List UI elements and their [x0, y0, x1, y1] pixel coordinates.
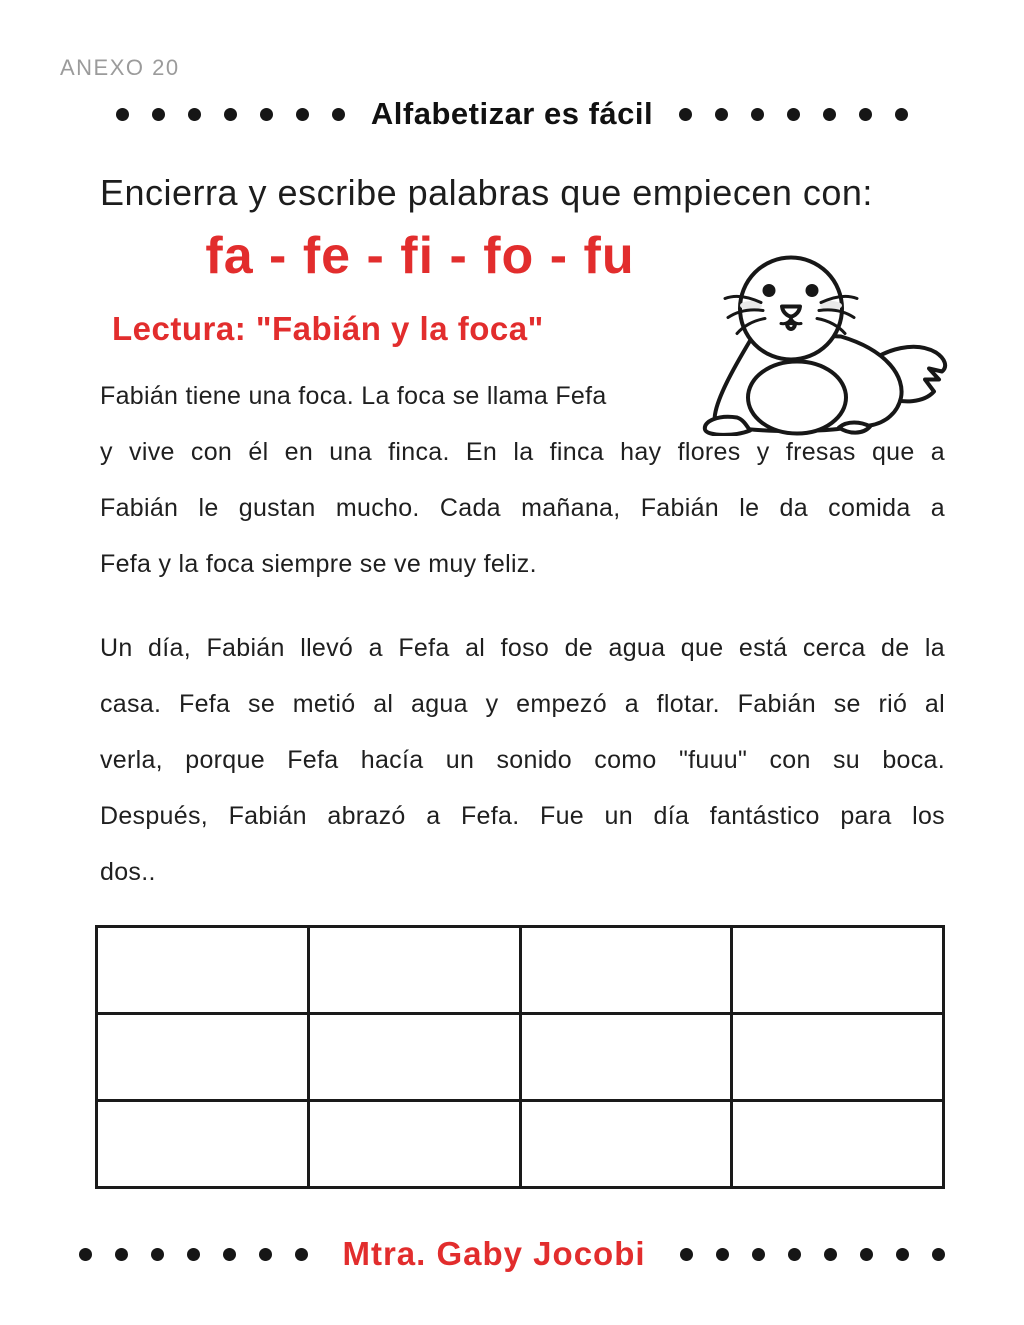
dot: [680, 1248, 693, 1261]
dot: [787, 108, 800, 121]
story-paragraph-2: [100, 620, 945, 900]
dot: [752, 1248, 765, 1261]
instruction-prompt: Encierra y escribe palabras que empiecen con:: [100, 172, 873, 213]
page-title: Alfabetizar es fácil: [370, 96, 654, 131]
dot: [115, 1248, 128, 1261]
dot: [823, 108, 836, 121]
dot: [188, 108, 201, 121]
story-line: y vive con él en una finca. En la finca hay flores y fresas que a: [100, 438, 945, 466]
dot: [932, 1248, 945, 1261]
story-paragraph-1: [100, 368, 945, 592]
dot: [224, 108, 237, 121]
dot: [859, 108, 872, 121]
header-bar: [0, 97, 1024, 131]
dot: [79, 1248, 92, 1261]
answer-cell[interactable]: [520, 927, 732, 1014]
dot: [860, 1248, 873, 1261]
footer-dots-right: [680, 1248, 945, 1261]
table-row: [97, 1101, 944, 1188]
dot: [296, 108, 309, 121]
syllables-line: fa - fe - fi - fo - fu: [205, 227, 635, 285]
dot: [152, 108, 165, 121]
answer-cell[interactable]: [732, 927, 944, 1014]
answer-cell[interactable]: [308, 1101, 520, 1188]
answer-cell[interactable]: [97, 1101, 309, 1188]
dot: [332, 108, 345, 121]
story-line: Después, Fabián abrazó a Fefa. Fue un día fantástico para los: [100, 802, 945, 830]
footer-dots-left: [79, 1248, 308, 1261]
answer-cell[interactable]: [97, 927, 309, 1014]
table-row: [97, 1014, 944, 1101]
answer-cell[interactable]: [97, 1014, 309, 1101]
answer-cell[interactable]: [308, 1014, 520, 1101]
dot: [751, 108, 764, 121]
story-line: Un día, Fabián llevó a Fefa al foso de agua que está cerca de la: [100, 634, 945, 662]
reading-heading: Lectura: "Fabián y la foca": [112, 310, 544, 347]
dot: [223, 1248, 236, 1261]
header-dots-left: [116, 108, 345, 121]
story-line: Fabián le gustan mucho. Cada mañana, Fabián le da comida a: [100, 494, 945, 522]
story-line: Fabián tiene una foca. La foca se llama Fefa: [100, 382, 607, 410]
dot: [824, 1248, 837, 1261]
dot: [715, 108, 728, 121]
dot: [260, 108, 273, 121]
dot: [259, 1248, 272, 1261]
story-line: dos..: [100, 858, 156, 886]
dot: [679, 108, 692, 121]
answer-cell[interactable]: [308, 927, 520, 1014]
word-table: [95, 925, 945, 1189]
story-line: verla, porque Fefa hacía un sonido como "fuuu" con su boca.: [100, 746, 945, 774]
answer-cell[interactable]: [732, 1014, 944, 1101]
story-line: casa. Fefa se metió al agua y empezó a flotar. Fabián se rió al: [100, 690, 945, 718]
dot: [187, 1248, 200, 1261]
annex-label: ANEXO 20: [60, 55, 180, 80]
answer-cell[interactable]: [732, 1101, 944, 1188]
table-row: [97, 927, 944, 1014]
dot: [116, 108, 129, 121]
reading-story: [100, 368, 945, 900]
dot: [295, 1248, 308, 1261]
answer-cell[interactable]: [520, 1101, 732, 1188]
story-line: Fefa y la foca siempre se ve muy feliz.: [100, 550, 537, 578]
header-dots-right: [679, 108, 908, 121]
dot: [151, 1248, 164, 1261]
dot: [895, 108, 908, 121]
dot: [896, 1248, 909, 1261]
footer-credit: Mtra. Gaby Jocobi: [342, 1235, 646, 1272]
dot: [716, 1248, 729, 1261]
answer-cell[interactable]: [520, 1014, 732, 1101]
dot: [788, 1248, 801, 1261]
footer-bar: [0, 1236, 1024, 1272]
